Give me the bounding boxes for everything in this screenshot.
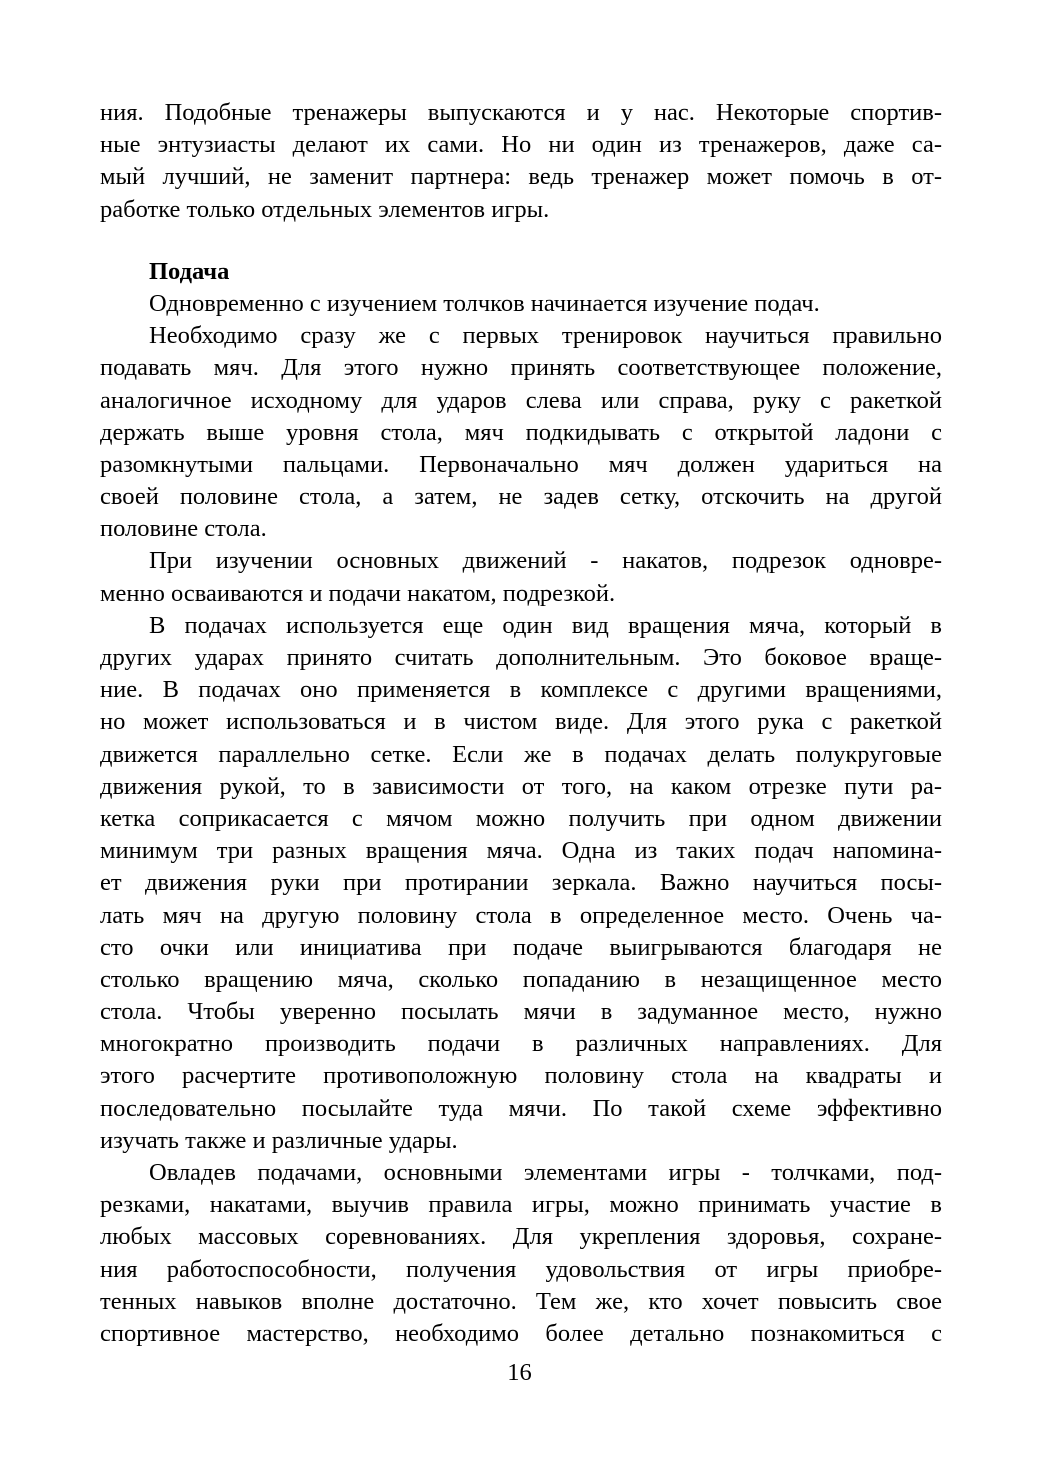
- text-line: В подачах используется еще один вид вращения мяча, который в: [149, 611, 942, 639]
- text-line: ния. Подобные тренажеры выпускаются и у нас. Некоторые спортив-: [100, 99, 942, 126]
- paragraph: [100, 1157, 942, 1350]
- text-line: Одновременно с изучением толчков начинается изучение подач.: [149, 289, 820, 317]
- text-line: Необходимо сразу же с первых тренировок научиться правильно: [149, 322, 942, 350]
- text-line: стола. Чтобы уверенно посылать мячи в задуманное место, нужно: [100, 998, 942, 1026]
- text-line: лать мяч на другую половину стола в определенное место. Очень ча-: [100, 901, 942, 929]
- paragraph: [100, 610, 942, 1157]
- text-line: ет движения руки при протирании зеркала. Важно научиться посы-: [100, 869, 942, 897]
- text-line: резками, накатами, выучив правила игры, можно принимать участие в: [100, 1191, 942, 1219]
- text-line: своей половине стола, а затем, не задев сетку, отскочить на другой: [100, 483, 942, 511]
- text-line: работке только отдельных элементов игры.: [100, 195, 550, 223]
- text-line: ные энтузиасты делают их сами. Но ни один из тренажеров, даже са-: [100, 131, 942, 159]
- text-line: разомкнутыми пальцами. Первоначально мяч должен удариться на: [100, 450, 942, 478]
- text-line: изучать также и различные удары.: [100, 1126, 458, 1154]
- text-line: Овладев подачами, основными элементами игры - толчками, под-: [149, 1159, 942, 1186]
- text-line: спортивное мастерство, необходимо более детально познакомиться с: [100, 1319, 942, 1347]
- text-line: сто очки или инициатива при подаче выигрываются благодаря не: [100, 933, 942, 961]
- text-line: этого расчертите противоположную половину стола на квадраты и: [100, 1062, 942, 1090]
- text-line: половине стола.: [100, 515, 267, 543]
- text-line: других ударах принято считать дополнительным. Это боковое враще-: [100, 644, 942, 671]
- text-line: движется параллельно сетке. Если же в подачах делать полукруговые: [100, 740, 942, 768]
- text-line: ние. В подачах оно применяется в комплексе с другими вращениями,: [100, 676, 942, 704]
- text-line: мый лучший, не заменит партнера: ведь тренажер может помочь в от-: [100, 163, 942, 191]
- text-line: но может использоваться и в чистом виде. Для этого рука с ракеткой: [100, 708, 942, 736]
- text-line: кетка соприкасается с мячом можно получить при одном движении: [100, 804, 942, 832]
- text-line: столько вращению мяча, сколько попаданию в незащищенное место: [100, 965, 942, 993]
- continuation-paragraph: [100, 97, 942, 226]
- text-line: многократно производить подачи в различных направлениях. Для: [100, 1030, 942, 1058]
- paragraph: [100, 288, 942, 320]
- text-line: любых массовых соревнованиях. Для укрепления здоровья, сохране-: [100, 1223, 942, 1251]
- text-line: аналогичное исходному для ударов слева или справа, руку с ракеткой: [100, 386, 942, 414]
- text-line: держать выше уровня стола, мяч подкидывать с открытой ладони с: [100, 418, 942, 446]
- text-line: ния работоспособности, получения удовольствия от игры приобре-: [100, 1255, 942, 1283]
- section-heading: Подача: [149, 257, 230, 285]
- text-line: последовательно посылайте туда мячи. По такой схеме эффективно: [100, 1094, 942, 1122]
- text-line: При изучении основных движений - накатов, подрезок одновре-: [149, 547, 942, 575]
- page-number: 16: [507, 1359, 532, 1386]
- text-line: подавать мяч. Для этого нужно принять соответствующее положение,: [100, 354, 942, 382]
- text-line: тенных навыков вполне достаточно. Тем же, кто хочет повысить свое: [100, 1287, 942, 1315]
- paragraph: [100, 320, 942, 545]
- text-line: движения рукой, то в зависимости от того, на каком отрезке пути ра-: [100, 772, 942, 800]
- page-body: [100, 97, 942, 1350]
- paragraph: [100, 545, 942, 609]
- text-line: менно осваиваются и подачи накатом, подрезкой.: [100, 579, 616, 607]
- text-line: минимум три разных вращения мяча. Одна из таких подач напомина-: [100, 837, 942, 865]
